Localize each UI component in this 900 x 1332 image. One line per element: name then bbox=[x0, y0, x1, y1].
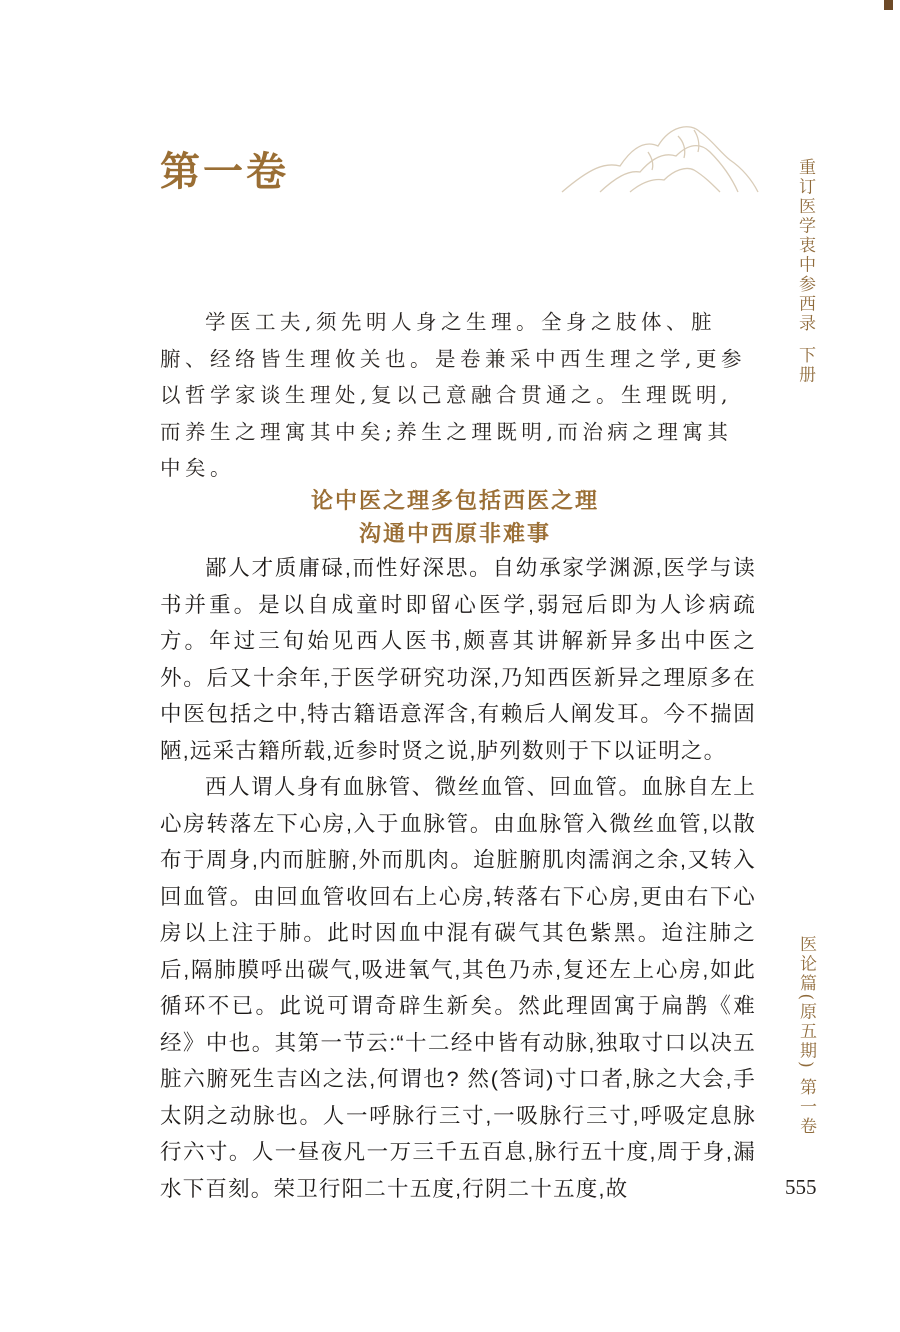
body-paragraph: 鄙人才质庸碌,而性好深思。自幼承家学渊源,医学与读书并重。是以自成童时即留心医学,弱冠后即为人诊病疏方。年过三旬始见西人医书,颇喜其讲解新异多出中医之外。后又十余年,于医学研究功深,乃知西医新异之理原多在中医包括之中,特古籍语意浑含,有赖后人阐发耳。今不揣固陋,远采古籍所载,近参时贤之说,胪列数则于下以证明之。 bbox=[160, 556, 756, 763]
chapter-introduction: 学医工夫,须先明人身之生理。全身之肢体、脏腑、经络皆生理攸关也。是卷兼采中西生理之学,更参以哲学家谈生理处,复以己意融合贯通之。生理既明,而养生之理寓其中矣;养生之理既明,而治病之理寓其中矣。 bbox=[160, 310, 747, 480]
book-title: 重订医学衷中参西录 bbox=[795, 158, 815, 334]
body-paragraph: 西人谓人身有血脉管、微丝血管、回血管。血脉自左上心房转落左下心房,入于血脉管。由血脉管入微丝血管,以散布于周身,内而脏腑,外而肌肉。迨脏腑肌肉濡润之余,又转入回血管。由回血管收回右上心房,转落右下心房,更由右下心房以上注于肺。此时因血中混有碳气其色紫黑。迨注肺之后,隔肺膜呼出碳气,吸进氧气,其色乃赤,复还左上心房,如此循环不已。此说可谓奇辟生新矣。然此理固寓于扁鹊《难经》中也。其第一节云:“十二经中皆有动脉,独取寸口以决五脏六腑死生吉凶之法,何谓也? 然(答词)寸口者,脉之大会,手太阴之动脉也。人一呼脉行三寸,一吸脉行三寸,呼吸定息脉行六寸。人一昼夜凡一万三千五百息,脉行五十度,周于身,漏水下百刻。荣卫行阳二十五度,行阴二十五度,故 bbox=[160, 775, 756, 1201]
page-number: 555 bbox=[785, 1175, 817, 1199]
bookmark-ribbon bbox=[884, 0, 893, 10]
chapter-title: 第一卷 bbox=[160, 148, 289, 195]
section-body bbox=[160, 550, 756, 1207]
section-label-vertical: 医论篇(原五期) 第一卷 bbox=[796, 935, 816, 1137]
volume-label: 下册 bbox=[795, 345, 815, 385]
book-title-vertical bbox=[796, 158, 813, 385]
section-title-line-2: 沟通中西原非难事 bbox=[358, 521, 551, 547]
mountain-ornament-icon bbox=[560, 118, 760, 196]
section-title-line-1: 论中医之理多包括西医之理 bbox=[310, 488, 599, 514]
